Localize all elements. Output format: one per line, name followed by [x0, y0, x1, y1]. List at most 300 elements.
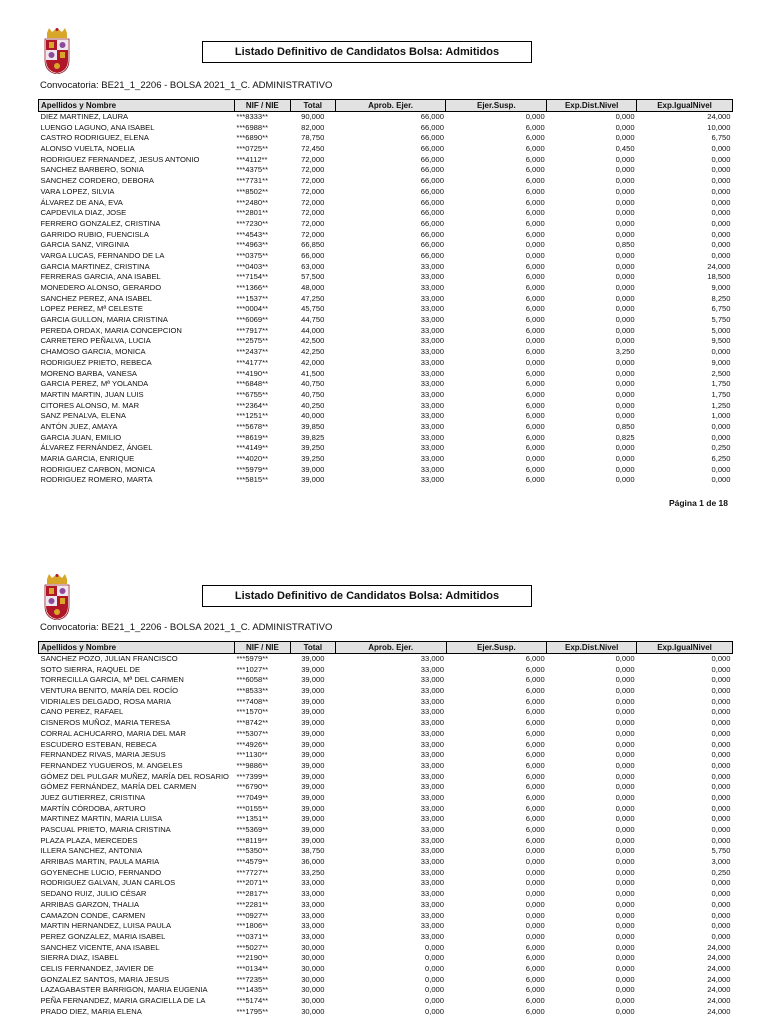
- cell-exp-dist-nivel: 0,825: [615, 432, 635, 442]
- cell-name: PASCUAL PRIETO, MARIA CRISTINA: [40, 825, 171, 834]
- cell-total: 33,000: [301, 878, 325, 888]
- cell-aprob-ejer: 0,000: [424, 974, 444, 984]
- cell-name: PEREZ GONZALEZ, MARIA ISABEL: [40, 931, 166, 941]
- cell-ejer-susp: 6,000: [525, 814, 545, 824]
- cell-aprob-ejer: 33,000: [420, 707, 444, 717]
- cell-ejer-susp: 6,000: [525, 963, 545, 973]
- cell-exp-dist-nivel: 0,000: [615, 336, 635, 346]
- cell-exp-dist-nivel: 0,000: [615, 357, 635, 367]
- cell-ejer-susp: 6,000: [525, 218, 545, 228]
- cell-aprob-ejer: 33,000: [420, 400, 444, 410]
- cell-ejer-susp: 0,000: [525, 878, 545, 888]
- cell-ejer-susp: 6,000: [525, 389, 545, 399]
- cell-exp-dist-nivel: 0,000: [615, 760, 635, 770]
- cell-aprob-ejer: 0,000: [424, 996, 444, 1005]
- cell-ejer-susp: 6,000: [525, 728, 545, 738]
- cell-nif: ***7408**: [236, 696, 269, 706]
- cell-total: 72,000: [301, 154, 325, 164]
- cell-total: 39,850: [301, 421, 325, 431]
- cell-exp-igual-nivel: 24,000: [707, 985, 731, 995]
- cell-nif: ***7727**: [236, 867, 269, 877]
- cell-total: 39,000: [301, 664, 325, 674]
- cell-aprob-ejer: 66,000: [420, 186, 444, 196]
- table-row: [39, 358, 733, 369]
- cell-nif: ***4190**: [236, 368, 269, 378]
- cell-nif: ***4375**: [236, 165, 269, 175]
- cell-total: 90,000: [301, 112, 325, 121]
- cell-exp-dist-nivel: 0,000: [615, 771, 635, 781]
- cell-exp-dist-nivel: 0,000: [615, 889, 635, 899]
- cell-exp-igual-nivel: 9,500: [711, 336, 731, 346]
- cell-name: CARRETERO PEÑALVA, LUCIA: [40, 336, 151, 346]
- cell-aprob-ejer: 66,000: [420, 165, 444, 175]
- cell-ejer-susp: 6,000: [525, 739, 545, 749]
- cell-name: FERNANDEZ RIVAS, MARIA JESUS: [40, 750, 166, 760]
- cell-ejer-susp: 6,000: [525, 664, 545, 674]
- cell-exp-igual-nivel: 0,000: [711, 421, 731, 431]
- cell-aprob-ejer: 66,000: [420, 208, 444, 218]
- cell-aprob-ejer: 33,000: [420, 846, 444, 856]
- cell-exp-dist-nivel: 0,000: [615, 1006, 635, 1016]
- cell-aprob-ejer: 33,000: [420, 304, 444, 314]
- cell-exp-dist-nivel: 0,000: [615, 261, 635, 271]
- cell-name: PEREDA ORDAX, MARIA CONCEPCION: [40, 325, 182, 335]
- cell-total: 39,000: [301, 771, 325, 781]
- cell-nif: ***7235**: [236, 974, 269, 984]
- column-header-total: Total: [290, 100, 335, 112]
- table-row: [39, 336, 733, 347]
- cell-nif: ***5815**: [236, 475, 269, 485]
- cell-nif: ***1366**: [236, 283, 269, 292]
- cell-total: 39,000: [301, 475, 325, 485]
- cell-exp-igual-nivel: 0,000: [711, 165, 731, 175]
- cell-nif: ***4149**: [236, 443, 269, 453]
- cell-exp-dist-nivel: 0,000: [615, 443, 635, 453]
- table-row: [39, 836, 733, 847]
- cell-ejer-susp: 6,000: [525, 186, 545, 196]
- cell-nif: ***1351**: [236, 814, 269, 824]
- cell-exp-dist-nivel: 0,850: [615, 240, 635, 250]
- cell-ejer-susp: 0,000: [525, 931, 545, 941]
- cell-aprob-ejer: 0,000: [424, 985, 444, 995]
- cell-name: PRADO DIEZ, MARIA ELENA: [40, 1006, 142, 1016]
- document-title: Listado Definitivo de Candidatos Bolsa: Admitidos: [202, 41, 532, 63]
- cell-total: 39,250: [301, 454, 325, 463]
- table-row: [39, 219, 733, 230]
- cell-total: 33,000: [301, 931, 325, 941]
- cell-total: 42,250: [301, 347, 325, 357]
- cell-ejer-susp: 0,000: [525, 454, 545, 463]
- cell-exp-igual-nivel: 0,000: [711, 899, 731, 909]
- cell-ejer-susp: 6,000: [525, 443, 545, 453]
- cell-aprob-ejer: 33,000: [420, 931, 444, 941]
- cell-exp-dist-nivel: 0,000: [615, 707, 635, 717]
- cell-total: 33,000: [301, 921, 325, 931]
- cell-exp-dist-nivel: 0,000: [615, 931, 635, 941]
- cell-aprob-ejer: 33,000: [420, 696, 444, 706]
- cell-total: 39,000: [301, 718, 325, 728]
- cell-exp-igual-nivel: 24,000: [707, 953, 731, 963]
- cell-nif: ***2575**: [236, 336, 269, 346]
- cell-aprob-ejer: 33,000: [420, 272, 444, 282]
- table-row: [39, 825, 733, 836]
- cell-name: LUENGO LAGUNO, ANA ISABEL: [40, 122, 155, 132]
- cell-ejer-susp: 6,000: [525, 707, 545, 717]
- cell-total: 30,000: [301, 1006, 325, 1016]
- table-row: [39, 996, 733, 1007]
- cell-ejer-susp: 0,000: [525, 867, 545, 877]
- table-row: [39, 943, 733, 954]
- cell-exp-igual-nivel: 24,000: [707, 942, 731, 952]
- cell-ejer-susp: 6,000: [525, 1006, 545, 1016]
- cell-exp-dist-nivel: 0,000: [615, 782, 635, 792]
- cell-total: 42,000: [301, 357, 325, 367]
- cell-total: 72,450: [301, 144, 325, 154]
- cell-exp-dist-nivel: 0,000: [615, 315, 635, 325]
- cell-ejer-susp: 6,000: [525, 122, 545, 132]
- cell-exp-igual-nivel: 6,250: [711, 454, 731, 463]
- cell-aprob-ejer: 33,000: [420, 760, 444, 770]
- cell-ejer-susp: 6,000: [525, 400, 545, 410]
- cell-nif: ***8333**: [236, 112, 269, 121]
- cell-exp-dist-nivel: 0,000: [615, 283, 635, 292]
- cell-name: CASTRO RODRIGUEZ, ELENA: [40, 133, 149, 143]
- cell-total: 72,000: [301, 186, 325, 196]
- column-header-aprob-ejer: Aprob. Ejer.: [335, 100, 446, 112]
- cell-nif: ***4963**: [236, 240, 269, 250]
- cell-exp-dist-nivel: 0,000: [615, 942, 635, 952]
- cell-aprob-ejer: 33,000: [420, 336, 444, 346]
- cell-nif: ***0403**: [236, 261, 269, 271]
- cell-aprob-ejer: 33,000: [420, 782, 444, 792]
- cell-ejer-susp: 6,000: [525, 464, 545, 474]
- column-header-name: Apellidos y Nombre: [39, 100, 235, 112]
- cell-ejer-susp: 6,000: [525, 411, 545, 421]
- cell-exp-dist-nivel: 0,000: [615, 368, 635, 378]
- cell-aprob-ejer: 33,000: [420, 379, 444, 389]
- cell-aprob-ejer: 66,000: [420, 133, 444, 143]
- cell-exp-igual-nivel: 0,000: [711, 771, 731, 781]
- cell-aprob-ejer: 33,000: [420, 664, 444, 674]
- cell-aprob-ejer: 33,000: [420, 728, 444, 738]
- cell-exp-dist-nivel: 0,000: [615, 304, 635, 314]
- cell-ejer-susp: 6,000: [525, 696, 545, 706]
- cell-ejer-susp: 6,000: [525, 379, 545, 389]
- cell-name: ARRIBAS MARTIN, PAULA MARIA: [40, 857, 160, 867]
- cell-nif: ***7230**: [236, 218, 269, 228]
- cell-total: 72,000: [301, 197, 325, 207]
- column-header-ejer-susp: Ejer.Susp.: [446, 642, 547, 654]
- cell-exp-dist-nivel: 3,250: [615, 347, 635, 357]
- cell-aprob-ejer: 33,000: [420, 718, 444, 728]
- cell-name: GARCIA JUAN, EMILIO: [40, 432, 122, 442]
- cell-exp-igual-nivel: 0,000: [711, 654, 731, 663]
- cell-aprob-ejer: 33,000: [420, 464, 444, 474]
- cell-nif: ***6988**: [236, 122, 269, 132]
- cell-aprob-ejer: 33,000: [420, 739, 444, 749]
- cell-name: ARRIBAS GARZON, THALIA: [40, 899, 140, 909]
- cell-ejer-susp: 0,000: [525, 336, 545, 346]
- cell-exp-igual-nivel: 6,750: [711, 304, 731, 314]
- cell-ejer-susp: 6,000: [525, 953, 545, 963]
- cell-exp-igual-nivel: 0,000: [711, 664, 731, 674]
- cell-nif: ***0371**: [236, 931, 269, 941]
- cell-exp-igual-nivel: 0,000: [711, 432, 731, 442]
- cell-aprob-ejer: 33,000: [420, 357, 444, 367]
- cell-aprob-ejer: 66,000: [420, 218, 444, 228]
- cell-name: MARTÍN CÓRDOBA, ARTURO: [40, 803, 146, 813]
- cell-ejer-susp: 6,000: [525, 368, 545, 378]
- cell-name: PLAZA PLAZA, MERCEDES: [40, 835, 138, 845]
- cell-aprob-ejer: 33,000: [420, 454, 444, 463]
- cell-aprob-ejer: 33,000: [420, 475, 444, 485]
- cell-ejer-susp: 6,000: [525, 675, 545, 685]
- cell-exp-dist-nivel: 0,000: [615, 272, 635, 282]
- cell-exp-igual-nivel: 24,000: [707, 974, 731, 984]
- cell-exp-igual-nivel: 0,250: [711, 867, 731, 877]
- cell-ejer-susp: 6,000: [525, 475, 545, 485]
- cell-exp-igual-nivel: 0,000: [711, 707, 731, 717]
- cell-exp-dist-nivel: 0,000: [615, 218, 635, 228]
- table-row: [39, 654, 733, 665]
- cell-ejer-susp: 6,000: [525, 229, 545, 239]
- cell-exp-dist-nivel: 0,000: [615, 112, 635, 121]
- cell-total: 63,000: [301, 261, 325, 271]
- cell-name: GOYENECHE LUCIO, FERNANDO: [40, 867, 162, 877]
- cell-exp-igual-nivel: 0,000: [711, 186, 731, 196]
- cell-total: 66,000: [301, 250, 325, 260]
- cell-ejer-susp: 0,000: [525, 889, 545, 899]
- cell-exp-igual-nivel: 0,000: [711, 154, 731, 164]
- table-row: [39, 465, 733, 476]
- table-row: [39, 750, 733, 761]
- cell-exp-dist-nivel: 0,000: [615, 379, 635, 389]
- cell-total: 39,000: [301, 792, 325, 802]
- table-row: [39, 707, 733, 718]
- cell-exp-dist-nivel: 0,000: [615, 208, 635, 218]
- cell-total: 72,000: [301, 165, 325, 175]
- cell-aprob-ejer: 66,000: [420, 197, 444, 207]
- table-row: [39, 857, 733, 868]
- cell-name: GARCIA SANZ, VIRGINIA: [40, 240, 130, 250]
- cell-exp-igual-nivel: 0,000: [711, 825, 731, 834]
- cell-nif: ***7154**: [236, 272, 269, 282]
- cell-aprob-ejer: 33,000: [420, 792, 444, 802]
- cell-nif: ***4112**: [236, 154, 268, 164]
- cell-name: ALONSO VUELTA, NOELIA: [40, 144, 135, 154]
- cell-total: 72,000: [301, 176, 325, 186]
- cell-nif: ***6069**: [236, 315, 269, 325]
- table-row: [39, 900, 733, 911]
- cell-exp-igual-nivel: 0,000: [711, 782, 731, 792]
- cell-exp-igual-nivel: 9,000: [711, 283, 731, 292]
- table-row: [39, 347, 733, 358]
- cell-total: 39,000: [301, 760, 325, 770]
- cell-total: 39,000: [301, 707, 325, 717]
- cell-nif: ***2364**: [236, 400, 269, 410]
- page-separator: [0, 540, 768, 568]
- cell-total: 42,500: [301, 336, 325, 346]
- cell-name: ESCUDERO ESTEBAN, REBECA: [40, 739, 157, 749]
- table-row: [39, 772, 733, 783]
- cell-exp-igual-nivel: 0,000: [711, 739, 731, 749]
- table-row: [39, 262, 733, 273]
- cell-nif: ***2801**: [236, 208, 269, 218]
- cell-total: 44,000: [301, 325, 325, 335]
- cell-ejer-susp: 6,000: [525, 771, 545, 781]
- cell-nif: ***8533**: [236, 686, 269, 696]
- cell-exp-igual-nivel: 5,000: [711, 325, 731, 335]
- cell-aprob-ejer: 33,000: [420, 825, 444, 834]
- cell-nif: ***0927**: [236, 910, 269, 920]
- cell-total: 40,750: [301, 379, 325, 389]
- cell-total: 39,000: [301, 686, 325, 696]
- cell-total: 30,000: [301, 996, 325, 1005]
- cell-aprob-ejer: 33,000: [420, 921, 444, 931]
- cell-aprob-ejer: 0,000: [424, 1006, 444, 1016]
- cell-ejer-susp: 0,000: [525, 240, 545, 250]
- cell-exp-igual-nivel: 1,750: [711, 379, 731, 389]
- cell-exp-igual-nivel: 0,000: [711, 750, 731, 760]
- cell-nif: ***5979**: [236, 654, 269, 663]
- cell-exp-dist-nivel: 0,000: [615, 750, 635, 760]
- column-header-exp-dist-nivel: Exp.Dist.Nivel: [547, 100, 637, 112]
- cell-exp-igual-nivel: 0,000: [711, 250, 731, 260]
- cell-total: 39,250: [301, 443, 325, 453]
- cell-aprob-ejer: 33,000: [420, 283, 444, 292]
- cell-exp-dist-nivel: 0,000: [615, 899, 635, 909]
- cell-exp-igual-nivel: 1,250: [711, 400, 731, 410]
- cell-name: VIDRIALES DELGADO, ROSA MARIA: [40, 696, 171, 706]
- cell-exp-dist-nivel: 0,000: [615, 835, 635, 845]
- cell-exp-igual-nivel: 0,000: [711, 921, 731, 931]
- cell-aprob-ejer: 66,000: [420, 240, 444, 250]
- cell-exp-dist-nivel: 0,000: [615, 186, 635, 196]
- cell-exp-dist-nivel: 0,000: [615, 857, 635, 867]
- table-row: [39, 326, 733, 337]
- cell-aprob-ejer: 33,000: [420, 347, 444, 357]
- cell-ejer-susp: 6,000: [525, 293, 545, 303]
- column-header-total: Total: [290, 642, 335, 654]
- column-header-exp-dist-nivel: Exp.Dist.Nivel: [547, 642, 637, 654]
- cell-aprob-ejer: 66,000: [420, 250, 444, 260]
- cell-total: 47,250: [301, 293, 325, 303]
- cell-name: LAZAGABASTER BARRIGON, MARIA EUGENIA: [40, 985, 208, 995]
- cell-exp-igual-nivel: 0,000: [711, 218, 731, 228]
- cell-exp-dist-nivel: 0,000: [615, 696, 635, 706]
- table-row: [39, 433, 733, 444]
- cell-aprob-ejer: 33,000: [420, 389, 444, 399]
- candidates-table: [38, 641, 733, 1017]
- document-page-2: [0, 568, 768, 1024]
- cell-total: 39,000: [301, 654, 325, 663]
- cell-name: GARCIA PEREZ, Mª YOLANDA: [40, 379, 149, 389]
- cell-nif: ***4020**: [236, 454, 269, 463]
- cell-aprob-ejer: 33,000: [420, 261, 444, 271]
- cell-nif: ***0155**: [236, 803, 269, 813]
- cell-ejer-susp: 6,000: [525, 942, 545, 952]
- cell-nif: ***4579**: [236, 857, 269, 867]
- cell-exp-igual-nivel: 0,000: [711, 889, 731, 899]
- cell-name: LOPEZ PEREZ, Mª CELESTE: [40, 304, 143, 314]
- cell-exp-dist-nivel: 0,000: [615, 963, 635, 973]
- cell-name: FERNANDEZ YUGUEROS, M. ANGELES: [40, 760, 183, 770]
- cell-nif: ***2071**: [236, 878, 269, 888]
- cell-nif: ***5307**: [236, 728, 269, 738]
- table-row: [39, 475, 733, 486]
- cell-name: SOTO SIERRA, RAQUEL DE: [40, 664, 141, 674]
- cell-name: PEÑA FERNANDEZ, MARIA GRACIELLA DE LA: [40, 996, 206, 1005]
- cell-name: MONEDERO ALONSO, GERARDO: [40, 283, 162, 292]
- cell-name: MARIA GARCIA, ENRIQUE: [40, 454, 135, 463]
- cell-exp-dist-nivel: 0,000: [615, 739, 635, 749]
- cell-ejer-susp: 0,000: [525, 921, 545, 931]
- cell-ejer-susp: 6,000: [525, 974, 545, 984]
- cell-exp-igual-nivel: 0,000: [711, 144, 731, 154]
- cell-aprob-ejer: 33,000: [420, 878, 444, 888]
- cell-name: MARTIN MARTIN, JUAN LUIS: [40, 389, 144, 399]
- cell-total: 40,750: [301, 389, 325, 399]
- cell-ejer-susp: 6,000: [525, 283, 545, 292]
- cell-exp-dist-nivel: 0,000: [615, 229, 635, 239]
- table-row: [39, 868, 733, 879]
- cell-ejer-susp: 6,000: [525, 315, 545, 325]
- cell-exp-igual-nivel: 0,000: [711, 814, 731, 824]
- table-row: [39, 369, 733, 380]
- table-row: [39, 964, 733, 975]
- cell-exp-dist-nivel: 0,000: [615, 953, 635, 963]
- table-row: [39, 176, 733, 187]
- cell-nif: ***5174**: [236, 996, 269, 1005]
- cell-aprob-ejer: 33,000: [420, 910, 444, 920]
- table-row: [39, 133, 733, 144]
- cell-name: SANZ PENALVA, ELENA: [40, 411, 126, 421]
- cell-total: 72,000: [301, 229, 325, 239]
- cell-aprob-ejer: 33,000: [420, 750, 444, 760]
- cell-exp-dist-nivel: 0,450: [615, 144, 635, 154]
- cell-exp-igual-nivel: 2,500: [711, 368, 731, 378]
- cell-exp-dist-nivel: 0,000: [615, 803, 635, 813]
- table-row: [39, 401, 733, 412]
- cell-exp-igual-nivel: 9,000: [711, 357, 731, 367]
- cell-exp-dist-nivel: 0,000: [615, 825, 635, 834]
- cell-name: MARTIN HERNANDEZ, LUISA PAULA: [40, 921, 172, 931]
- cell-exp-dist-nivel: 0,000: [615, 792, 635, 802]
- cell-total: 39,000: [301, 728, 325, 738]
- column-header-exp-igual-nivel: Exp.IgualNivel: [637, 100, 733, 112]
- cell-nif: ***1130**: [236, 750, 268, 760]
- table-row: [39, 379, 733, 390]
- cell-nif: ***7731**: [236, 176, 269, 186]
- cell-nif: ***6058**: [236, 675, 269, 685]
- coat-of-arms-icon: [44, 574, 70, 620]
- table-row: [39, 985, 733, 996]
- cell-name: ÁLVAREZ DE ANA, EVA: [40, 197, 123, 207]
- cell-ejer-susp: 6,000: [525, 825, 545, 834]
- cell-exp-dist-nivel: 0,000: [615, 654, 635, 663]
- cell-exp-igual-nivel: 24,000: [707, 261, 731, 271]
- cell-name: GONZALEZ SANTOS, MARIA JESUS: [40, 974, 170, 984]
- cell-exp-dist-nivel: 0,000: [615, 475, 635, 485]
- cell-aprob-ejer: 33,000: [420, 443, 444, 453]
- cell-nif: ***2281**: [236, 899, 269, 909]
- cell-nif: ***1806**: [236, 921, 269, 931]
- cell-aprob-ejer: 0,000: [424, 963, 444, 973]
- cell-ejer-susp: 0,000: [525, 112, 545, 121]
- cell-ejer-susp: 6,000: [525, 176, 545, 186]
- cell-total: 39,000: [301, 739, 325, 749]
- cell-aprob-ejer: 33,000: [420, 315, 444, 325]
